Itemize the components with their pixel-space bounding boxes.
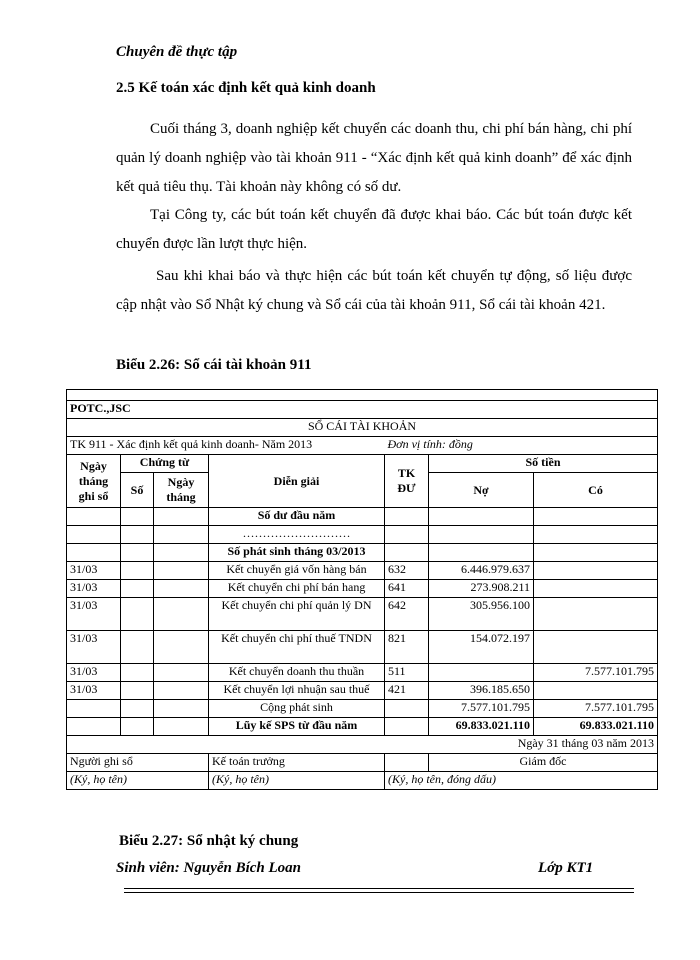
header-voucher: Chứng từ <box>121 455 209 473</box>
total-label: Cộng phát sinh <box>209 700 385 718</box>
table-row <box>67 631 658 664</box>
footer-double-rule <box>124 888 634 893</box>
date-line: Ngày 31 tháng 03 năm 2013 <box>67 736 658 754</box>
row-date: 31/03 <box>67 682 121 700</box>
header-date-recorded: Ngày tháng ghi sổ <box>67 455 121 508</box>
director-note: (Ký, họ tên, đóng dấu) <box>385 772 658 790</box>
ledger-top-blank <box>67 390 658 401</box>
signer-recorder: Người ghi sổ <box>67 754 209 772</box>
period-label: Số phát sinh tháng 03/2013 <box>209 544 385 562</box>
row-contra-account: 641 <box>385 580 429 598</box>
row-date: 31/03 <box>67 562 121 580</box>
cumulative-credit: 69.833.021.110 <box>534 718 658 736</box>
row-credit <box>534 562 658 580</box>
chief-note: (Ký, họ tên) <box>209 772 385 790</box>
row-contra-account: 821 <box>385 631 429 664</box>
account-line: TK 911 - Xác định kết quả kinh doanh- Năm 2013 <box>67 437 385 455</box>
section-title: 2.5 Kế toán xác định kết quả kinh doanh <box>116 80 376 96</box>
document-header: Chuyên đề thực tập <box>116 44 238 60</box>
row-contra-account: 632 <box>385 562 429 580</box>
header-amount: Số tiền <box>429 455 658 473</box>
company-name: POTC.,JSC <box>67 401 658 419</box>
header-debit: Nợ <box>429 473 534 508</box>
row-date: 31/03 <box>67 664 121 682</box>
cumulative-debit: 69.833.021.110 <box>429 718 534 736</box>
header-description: Diễn giải <box>209 455 385 508</box>
signer-director: Giám đốc <box>429 754 658 772</box>
row-description: Kết chuyển giá vốn hàng bán <box>209 562 385 580</box>
row-contra-account: 421 <box>385 682 429 700</box>
row-debit <box>429 664 534 682</box>
cumulative-label: Lũy kế SPS từ đầu năm <box>209 718 385 736</box>
row-contra-account: 511 <box>385 664 429 682</box>
row-debit: 6.446.979.637 <box>429 562 534 580</box>
header-voucher-date: Ngày tháng <box>154 473 209 508</box>
row-credit <box>534 580 658 598</box>
row-contra-account: 642 <box>385 598 429 631</box>
row-debit: 396.185.650 <box>429 682 534 700</box>
row-date: 31/03 <box>67 631 121 664</box>
paragraph-3: Sau khi khai báo và thực hiện các bút toán kết chuyển tự động, số liệu được cập nhật vào Sổ Nhật ký chung và Sổ cái của tài khoản 911, Sổ cái tài khoản 421. <box>116 268 632 313</box>
row-credit <box>534 682 658 700</box>
row-description: Kết chuyển doanh thu thuần <box>209 664 385 682</box>
ledger-title: SỔ CÁI TÀI KHOẢN <box>67 419 658 437</box>
row-date: 31/03 <box>67 598 121 631</box>
signer-chief-accountant: Kế toán trưởng <box>209 754 385 772</box>
row-debit: 154.072.197 <box>429 631 534 664</box>
table-row <box>67 664 658 682</box>
row-debit: 305.956.100 <box>429 598 534 631</box>
header-credit: Có <box>534 473 658 508</box>
paragraph-1: Cuối tháng 3, doanh nghiệp kết chuyển các doanh thu, chi phí bán hàng, chi phí quản lý doanh nghiệp vào tài khoản 911 - “Xác định kết quả kinh doanh” để xác định kết quả tiêu thụ. Tài khoản này không có số dư. <box>116 121 632 195</box>
row-description: Kết chuyển lợi nhuận sau thuế <box>209 682 385 700</box>
row-credit <box>534 631 658 664</box>
journal-caption: Biểu 2.27: Sổ nhật ký chung <box>119 833 299 849</box>
opening-balance-label: Số dư đầu năm <box>209 508 385 526</box>
row-credit: 7.577.101.795 <box>534 664 658 682</box>
general-ledger-table <box>66 389 658 790</box>
row-description: Kết chuyển chi phí bán hang <box>209 580 385 598</box>
header-contra-account: TK ĐƯ <box>385 455 429 508</box>
class-name: Lớp KT1 <box>538 860 594 876</box>
row-description: Kết chuyển chi phí thuế TNDN <box>209 631 385 664</box>
student-name: Sinh viên: Nguyễn Bích Loan <box>116 860 302 876</box>
table-row <box>67 682 658 700</box>
row-description: Kết chuyển chi phí quản lý DN <box>209 598 385 631</box>
row-debit: 273.908.211 <box>429 580 534 598</box>
header-voucher-no: Số <box>121 473 154 508</box>
ledger-caption: Biểu 2.26: Sổ cái tài khoản 911 <box>116 357 312 373</box>
table-row <box>67 562 658 580</box>
unit-label: Đơn vị tính: đồng <box>385 437 658 455</box>
paragraph-2: Tại Công ty, các bút toán kết chuyển đã được khai báo. Các bút toán được kết chuyển được lần lượt thực hiện. <box>116 207 632 252</box>
row-credit <box>534 598 658 631</box>
table-row <box>67 580 658 598</box>
row-date: 31/03 <box>67 580 121 598</box>
recorder-note: (Ký, họ tên) <box>67 772 209 790</box>
dots-row: ……………………… <box>209 526 385 544</box>
table-row <box>67 598 658 631</box>
total-debit: 7.577.101.795 <box>429 700 534 718</box>
total-credit: 7.577.101.795 <box>534 700 658 718</box>
